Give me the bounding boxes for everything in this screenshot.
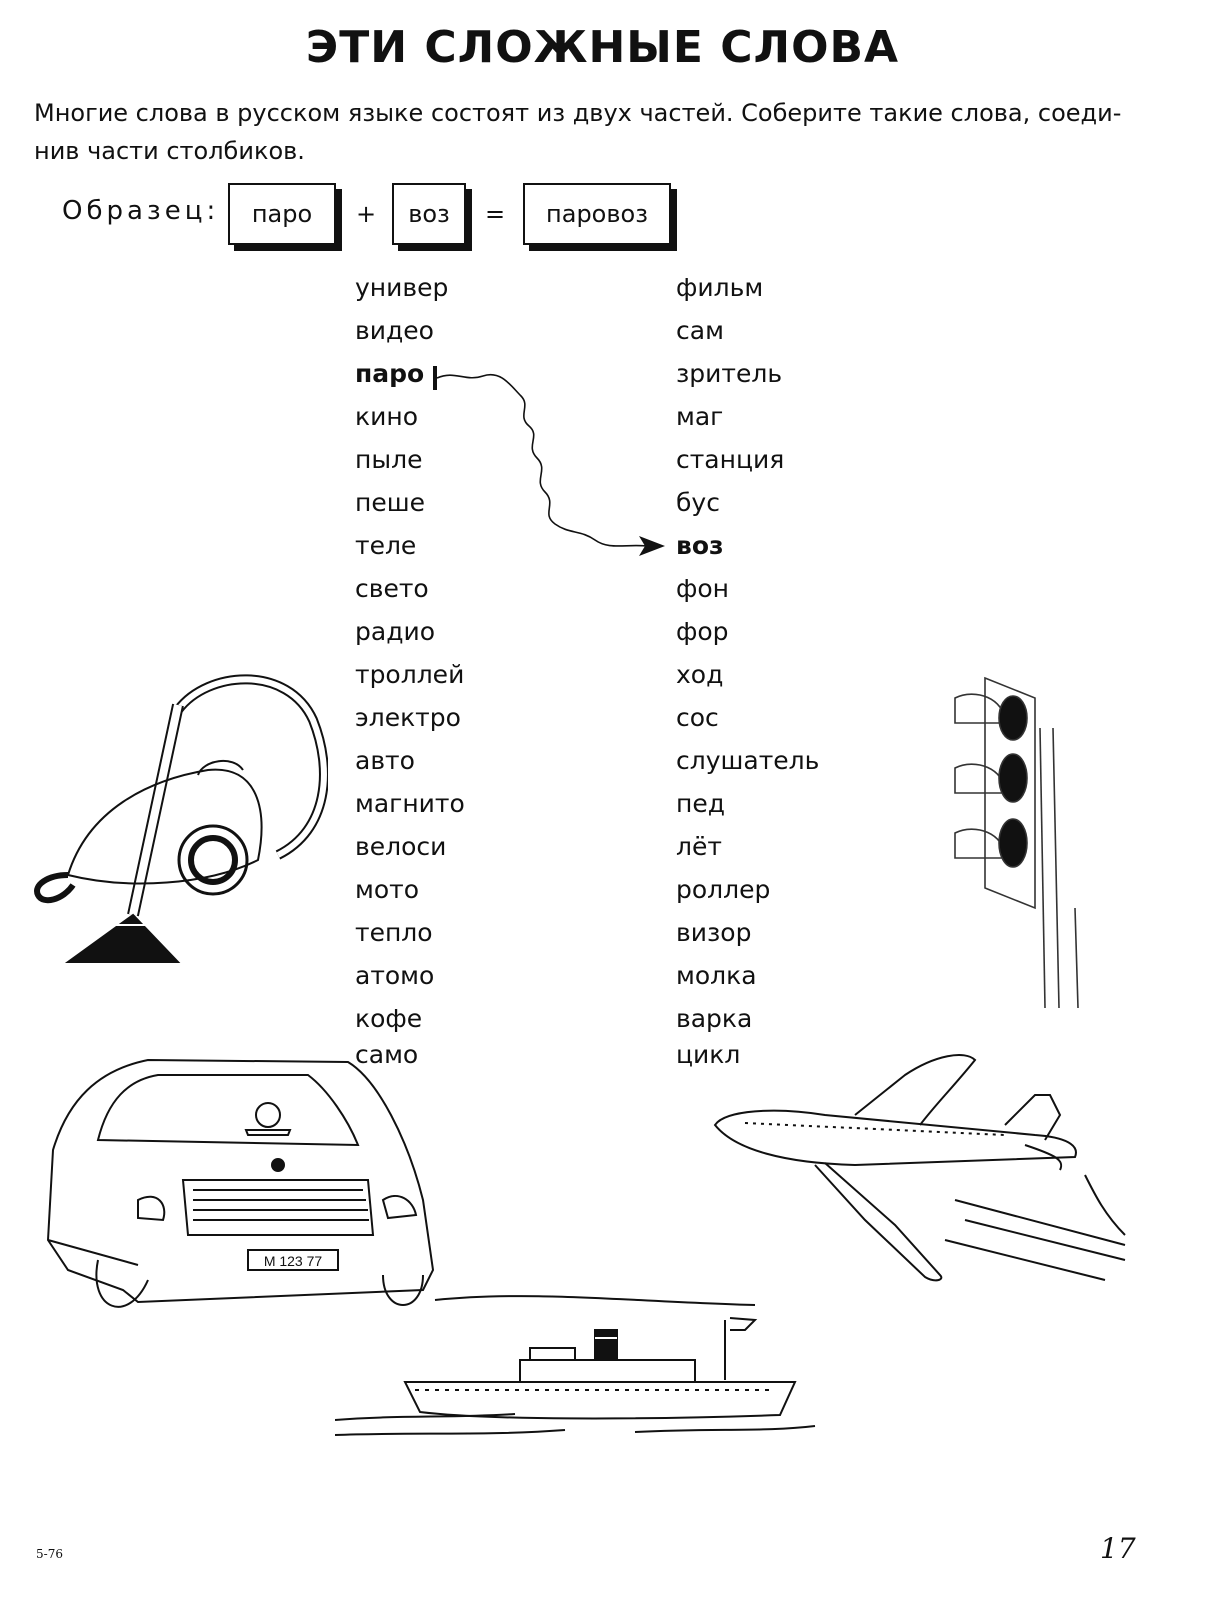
left-word[interactable]: атомо [355, 961, 435, 990]
right-word-example[interactable]: воз [676, 531, 724, 560]
right-word[interactable]: молка [676, 961, 757, 990]
right-word[interactable]: фильм [676, 273, 764, 302]
page-number: 17 [1100, 1532, 1136, 1565]
left-word[interactable]: универ [355, 273, 449, 302]
sample-part2-box: воз [392, 183, 466, 245]
left-word[interactable]: кино [355, 402, 418, 431]
right-word[interactable]: визор [676, 918, 752, 947]
left-word[interactable]: радио [355, 617, 436, 646]
right-word[interactable]: цикл [676, 1040, 741, 1069]
left-word[interactable]: пыле [355, 445, 423, 474]
vacuum-cleaner-icon [28, 670, 328, 975]
left-word[interactable]: кофе [355, 1004, 423, 1033]
right-word[interactable]: станция [676, 445, 785, 474]
right-word[interactable]: ход [676, 660, 724, 689]
plus-sign: + [356, 200, 377, 228]
car-icon [28, 1040, 448, 1320]
right-word-column [676, 268, 819, 1078]
left-word[interactable]: тепло [355, 918, 433, 947]
license-plate: M 123 77 [263, 1253, 323, 1269]
right-word[interactable]: фон [676, 574, 730, 603]
left-word[interactable]: троллей [355, 660, 465, 689]
sample-result-box: паровоз [523, 183, 671, 245]
right-word[interactable]: пед [676, 789, 726, 818]
right-word[interactable]: сам [676, 316, 724, 345]
left-word-example[interactable]: паро [355, 359, 425, 388]
footer-code: 5-76 [36, 1547, 63, 1561]
traffic-light-icon [935, 668, 1095, 1013]
sample-label: Образец: [62, 196, 220, 226]
left-word[interactable]: авто [355, 746, 415, 775]
airplane-icon [705, 1045, 1135, 1305]
equals-sign: = [485, 200, 506, 228]
left-word[interactable]: велоси [355, 832, 447, 861]
left-word[interactable]: свето [355, 574, 429, 603]
left-word[interactable]: видео [355, 316, 434, 345]
left-word[interactable]: теле [355, 531, 417, 560]
right-word[interactable]: слушатель [676, 746, 820, 775]
sample-part1-box: паро [228, 183, 336, 245]
right-word[interactable]: фор [676, 617, 729, 646]
left-word[interactable]: электро [355, 703, 461, 732]
right-word[interactable]: сос [676, 703, 719, 732]
steamship-icon [335, 1290, 835, 1445]
right-word[interactable]: бус [676, 488, 720, 517]
page-title: ЭТИ СЛОЖНЫЕ СЛОВА [305, 22, 900, 73]
instructions-text: Многие слова в русском языке состоят из двух частей. Соберите такие слова, соеди-нив части столбиков. [34, 99, 1122, 165]
connector-arrow [425, 360, 675, 565]
right-word[interactable]: зритель [676, 359, 783, 388]
right-word[interactable]: варка [676, 1004, 753, 1033]
right-word[interactable]: лёт [676, 832, 722, 861]
left-word[interactable]: само [355, 1040, 419, 1069]
left-word[interactable]: магнито [355, 789, 465, 818]
right-word[interactable]: роллер [676, 875, 771, 904]
left-word[interactable]: мото [355, 875, 420, 904]
left-word[interactable]: пеше [355, 488, 425, 517]
right-word[interactable]: маг [676, 402, 724, 431]
